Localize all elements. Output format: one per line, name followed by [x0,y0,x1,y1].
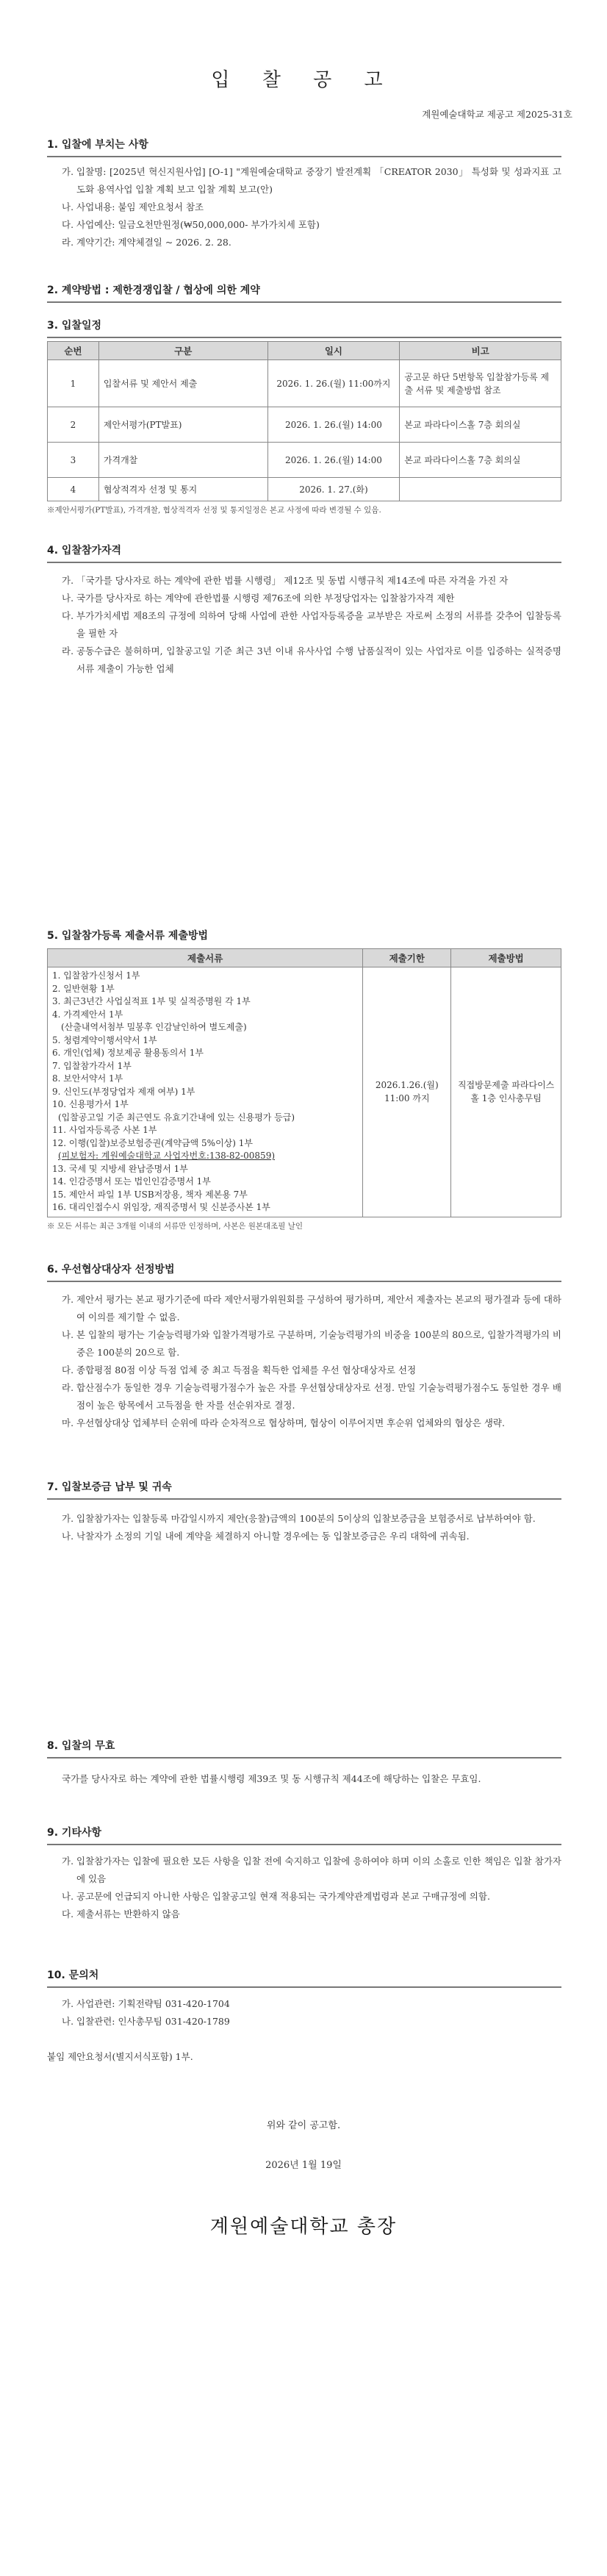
section-1-body [62,163,561,251]
table-row: 4 협상적격자 선정 및 통지 2026. 1. 27.(화) [48,478,561,501]
notice-number: 계원예술대학교 제공고 제2025-31호 [422,109,572,120]
section-6-body [62,1291,561,1432]
list-item: 가. 「국가를 당사자로 하는 계약에 관한 법률 시행령」 제12조 및 동법 시행규칙 제14조에 따른 자격을 가진 자 [62,575,509,586]
column-header: 제출서류 [48,949,363,967]
list-item: 다. 종합평점 80점 이상 득점 업체 중 최고 득점을 획득한 업체를 우선 협상대상자로 선정 [62,1364,417,1375]
list-item: 가. 입찰참가자는 입찰에 필요한 모든 사항을 입찰 전에 숙지하고 입찰에 응하여야 하며 이의 소홀로 인한 책임은 입찰 참가자에 있음 [62,1856,561,1884]
section-4-body [62,572,561,678]
list-item: 나. 국가를 당사자로 하는 계약에 관한법률 시행령 제76조에 의한 부정당업자는 입찰참가자격 제한 [62,593,455,604]
document-list: 1. 입찰참가신청서 1부 2. 일반현황 1부 3. 최근3년간 사업실적표 1부 및 실적증명원 각 1부 4. 가격제안서 1부 (산출내역서첨부 밀봉후 인감날인하여 별도제출) 5. 청렴계약이행서약서 1부 6. 개인(업체) 정보제공 활용동의서 1부 7. 입찰참가각서 1부 8. 보안서약서 1부 9. 신인도(부정당업자 제재 여부) 1부 10. 신용평가서 1부 (입찰공고일 기준 최근연도 유효기간내에 있는 신용평가 등급) 11. 사업자등록증 사본 1부 12. 이행(입찰)보증보험증권(계약금액 5%이상) 1부 (피보험자: 계원예술대학교 사업자번호:138-82-00859) 13. 국세 및 지방세 완납증명서 1부 14. 인감증명서 또는 법인인감증명서 1부 15. 제안서 파일 1부 USB저장용, 책자 제본용 7부 16. 대리인접수시 위임장, 재직증명서 및 신분증사본 1부 [48,967,363,1217]
section-4-heading: 4. 입찰참가자격 [47,543,561,563]
list-item: 나. 낙찰자가 소정의 기일 내에 계약을 체결하지 아니할 경우에는 동 입찰보증금은 우리 대학에 귀속됨. [62,1531,470,1542]
table-row: 1 입찰서류 및 제안서 제출 2026. 1. 26.(월) 11:00까지 공고문 하단 5번항목 입찰참가등록 제출 서류 및 제출방법 참조 [48,360,561,407]
section-3-heading: 3. 입찰일정 [47,318,561,338]
section-7-body [62,1510,561,1545]
list-item: 라. 공동수급은 불허하며, 입찰공고일 기준 최근 3년 이내 유사사업 수행 납품실적이 있는 사업자로 이를 입증하는 실적증명 서류 제출이 가능한 업체 [62,645,561,674]
table-header-row [48,342,561,360]
list-item: 다. 부가가치세법 제8조의 규정에 의하여 당해 사업에 관한 사업자등록증을 교부받은 자로써 소정의 서류를 갖추어 입찰등록을 필한 자 [62,610,561,639]
section-6-heading: 6. 우선협상대상자 선정방법 [47,1262,561,1282]
list-item: 다. 사업예산: 일금오천만원정(₩50,000,000- 부가가치세 포함) [62,219,320,230]
schedule-table [47,341,561,501]
list-item: 라. 계약기간: 계약체결일 ~ 2026. 2. 28. [62,237,231,248]
section-9-heading: 9. 기타사항 [47,1825,561,1845]
submission-table [47,948,561,1217]
list-item: 나. 사업내용: 붙임 제안요청서 참조 [62,201,204,212]
table-row [48,967,561,1217]
notice-date: 2026년 1월 19일 [265,2160,342,2171]
table-row: 2 제안서평가(PT발표) 2026. 1. 26.(월) 14:00 본교 파라다이스홀 7층 회의실 [48,407,561,443]
submission-note: ※ 모든 서류는 최근 3개월 이내의 서류만 인정하며, 사본은 원본대조필 날인 [47,1222,304,1231]
section-8-body: 국가를 당사자로 하는 계약에 관한 법률시행령 제39조 및 동 시행규칙 제44조에 해당하는 입찰은 무효임. [62,1773,481,1784]
section-7-heading: 7. 입찰보증금 납부 및 귀속 [47,1479,561,1500]
page-title: 입 찰 공 고 [211,69,396,91]
list-item: 다. 제출서류는 반환하지 않음 [62,1908,180,1920]
column-header: 제출방법 [451,949,561,967]
list-item: 나. 본 입찰의 평가는 기술능력평가와 입찰가격평가로 구분하며, 기술능력평가의 비중을 100분의 80으로, 입찰가격평가의 비중은 100분의 20으로 함. [62,1329,561,1358]
schedule-note: ※제안서평가(PT발표), 가격개찰, 협상적격자 선정 및 통지일정은 본교 사정에 따라 변경될 수 있음. [47,506,381,515]
column-header: 일시 [267,342,400,360]
section-5-heading: 5. 입찰참가등록 제출서류 제출방법 [47,930,209,942]
section-10-heading: 10. 문의처 [47,1967,561,1988]
attachment-line: 붙임 제안요청서(별지서식포함) 1부. [47,2051,193,2062]
list-item: 나. 입찰관련: 인사총무팀 031-420-1789 [62,2016,230,2027]
list-item: 라. 합산점수가 동일한 경우 기술능력평가점수가 높은 자를 우선협상대상자로 선정. 만일 기술능력평가점수도 동일한 경우 배점이 높은 항목에서 고득점을 한 자를 선순위자로 결정. [62,1382,561,1411]
submission-method: 직접방문제출 파라다이스홀 1층 인사총무팀 [451,967,561,1217]
list-item: 나. 공고문에 언급되지 아니한 사항은 입찰공고일 현재 적용되는 국가계약관계법령과 본교 구매규정에 의함. [62,1891,490,1902]
list-item: 가. 사업관련: 기획전략팀 031-420-1704 [62,1998,230,2009]
signature-title: 계원예술대학교 총장 [209,2216,398,2238]
column-header: 구분 [98,342,267,360]
section-9-body [62,1853,561,1923]
section-1-heading: 1. 입찰에 부치는 사항 [47,137,561,157]
column-header: 제출기한 [363,949,451,967]
section-10-body [62,1995,561,2031]
list-item: 마. 우선협상대상 업체부터 순위에 따라 순차적으로 협상하며, 협상이 이루어지면 후순위 업체와의 협상은 생략. [62,1417,505,1428]
closing-text: 위와 같이 공고함. [266,2120,341,2131]
column-header: 비고 [400,342,561,360]
section-8-heading: 8. 입찰의 무효 [47,1738,561,1759]
table-header-row [48,949,561,967]
list-item: 가. 입찰참가자는 입찰등록 마감일시까지 제안(응찰)금액의 100분의 5이상의 입찰보증금을 보험증서로 납부하여야 함. [62,1513,536,1524]
list-item: 가. 제안서 평가는 본교 평가기준에 따라 제안서평가위원회를 구성하여 평가하며, 제안서 제출자는 본교의 평가결과 등에 대하여 이의를 제기할 수 없음. [62,1294,561,1323]
section-2-heading: 2. 계약방법 : 제한경쟁입찰 / 협상에 의한 계약 [47,282,561,303]
column-header: 순번 [48,342,99,360]
submission-deadline: 2026.1.26.(월) 11:00 까지 [363,967,451,1217]
list-item: 가. 입찰명: [2025년 혁신지원사업] [O-1] "계원예술대학교 중장기 발전계획 「CREATOR 2030」 특성화 및 성과지표 고도화 용역사업 입찰 계획 보고 입찰 계획 보고(안) [62,166,561,195]
table-row: 3 가격개찰 2026. 1. 26.(월) 14:00 본교 파라다이스홀 7층 회의실 [48,443,561,478]
